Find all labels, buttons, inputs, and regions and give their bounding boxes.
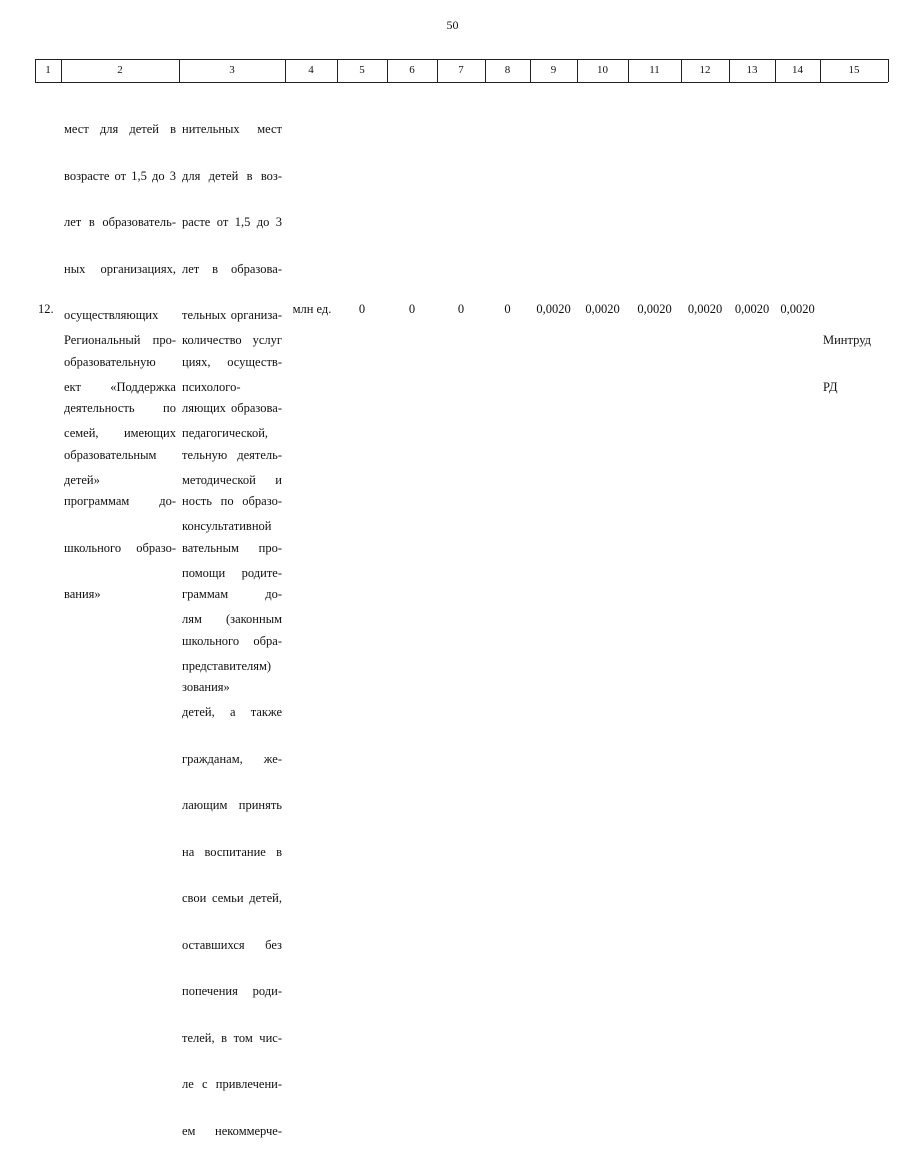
header-cell: 14 bbox=[792, 64, 803, 76]
cell-value: 0,0020 bbox=[687, 302, 723, 316]
text-line: граммам до- bbox=[182, 587, 282, 601]
cell-event-name bbox=[64, 302, 176, 519]
text-line: циях, осуществ- bbox=[182, 354, 282, 369]
text-line: семей, имеющих bbox=[64, 426, 176, 440]
text-line: методической и bbox=[182, 472, 282, 487]
header-cell: 4 bbox=[308, 64, 314, 76]
text-line: мест для детей в bbox=[64, 122, 176, 136]
cell-value: 0 bbox=[457, 302, 465, 316]
text-line: попечения роди- bbox=[182, 984, 282, 998]
table-header-border bbox=[35, 82, 888, 83]
page-number: 50 bbox=[446, 18, 459, 32]
text-line: ных организациях, bbox=[64, 261, 176, 276]
text-line: школьного образо- bbox=[64, 540, 176, 555]
cell-value: 0,0020 bbox=[780, 302, 815, 316]
cell-responsible bbox=[823, 302, 885, 426]
text-line: свои семьи детей, bbox=[182, 891, 282, 905]
text-line: тельных организа- bbox=[182, 308, 282, 322]
text-line: программам до- bbox=[64, 494, 176, 508]
header-cell: 7 bbox=[458, 64, 464, 76]
text-line: количество услуг bbox=[182, 333, 282, 347]
text-line: нительных мест bbox=[182, 122, 282, 136]
text-line: педагогической, bbox=[182, 426, 269, 440]
cell-value: 0,0020 bbox=[536, 302, 571, 316]
header-cell: 2 bbox=[117, 64, 123, 76]
text-line: представителям) bbox=[182, 658, 272, 673]
header-cell: 5 bbox=[359, 64, 365, 76]
text-line: возрасте от 1,5 до 3 bbox=[64, 168, 176, 183]
cell-value: 0 bbox=[358, 302, 366, 316]
text-line: детей» bbox=[64, 472, 100, 487]
row-number: 12. bbox=[38, 302, 54, 316]
header-cell: 8 bbox=[504, 64, 511, 76]
text-line: ность по образо- bbox=[182, 494, 282, 508]
header-cell: 12 bbox=[699, 64, 711, 76]
text-line: тельную деятель- bbox=[182, 447, 282, 462]
text-line: РД bbox=[823, 379, 838, 394]
text-line: Региональный про- bbox=[64, 333, 176, 347]
text-line: ляющих образова- bbox=[182, 401, 282, 415]
text-line: деятельность по bbox=[64, 401, 176, 415]
text-line: ле с привлечени- bbox=[182, 1077, 282, 1091]
text-line: школьного обра- bbox=[182, 633, 282, 648]
header-cell: 6 bbox=[409, 64, 415, 76]
header-cell: 1 bbox=[45, 64, 51, 76]
text-line: оставшихся без bbox=[182, 937, 282, 952]
cell-unit: млн ед. bbox=[292, 302, 332, 316]
text-line: Минтруд bbox=[823, 333, 872, 347]
text-line: образовательным bbox=[64, 447, 157, 462]
text-line: ект «Поддержка bbox=[64, 379, 176, 394]
text-line: вания» bbox=[64, 587, 101, 601]
text-line: детей, а также bbox=[182, 705, 282, 719]
text-line: помощи родите- bbox=[182, 565, 282, 580]
text-line: зования» bbox=[182, 680, 230, 694]
text-line: лет в образователь- bbox=[64, 215, 176, 229]
cell-value: 0,0020 bbox=[734, 302, 770, 316]
text-line: психолого- bbox=[182, 379, 241, 394]
text-line: лям (законным bbox=[182, 612, 282, 626]
header-cell: 9 bbox=[550, 64, 557, 76]
cell-value: 0 bbox=[504, 302, 511, 316]
text-line: вательным про- bbox=[182, 540, 282, 555]
text-line: образовательную bbox=[64, 354, 156, 369]
header-cell: 11 bbox=[649, 64, 660, 76]
header-cell: 15 bbox=[848, 64, 860, 76]
text-line: лающим принять bbox=[182, 798, 282, 812]
text-line: расте от 1,5 до 3 bbox=[182, 215, 282, 229]
header-cell: 13 bbox=[746, 64, 758, 76]
text-line: гражданам, же- bbox=[182, 751, 282, 766]
header-cell: 10 bbox=[597, 64, 608, 76]
cell-indicator bbox=[182, 302, 282, 1170]
cell-value: 0 bbox=[408, 302, 416, 316]
text-line: осуществляющих bbox=[64, 308, 159, 322]
text-line: лет в образова- bbox=[182, 261, 282, 276]
text-line: консультативной bbox=[182, 519, 272, 533]
header-cell: 3 bbox=[229, 64, 235, 76]
text-line: для детей в воз- bbox=[182, 168, 282, 183]
text-line: на воспитание в bbox=[182, 844, 282, 859]
text-line: ем некоммерче- bbox=[182, 1123, 282, 1138]
cell-value: 0,0020 bbox=[585, 302, 620, 316]
cell-value: 0,0020 bbox=[637, 302, 672, 316]
col-divider bbox=[888, 59, 889, 82]
text-line: телей, в том чис- bbox=[182, 1030, 282, 1045]
